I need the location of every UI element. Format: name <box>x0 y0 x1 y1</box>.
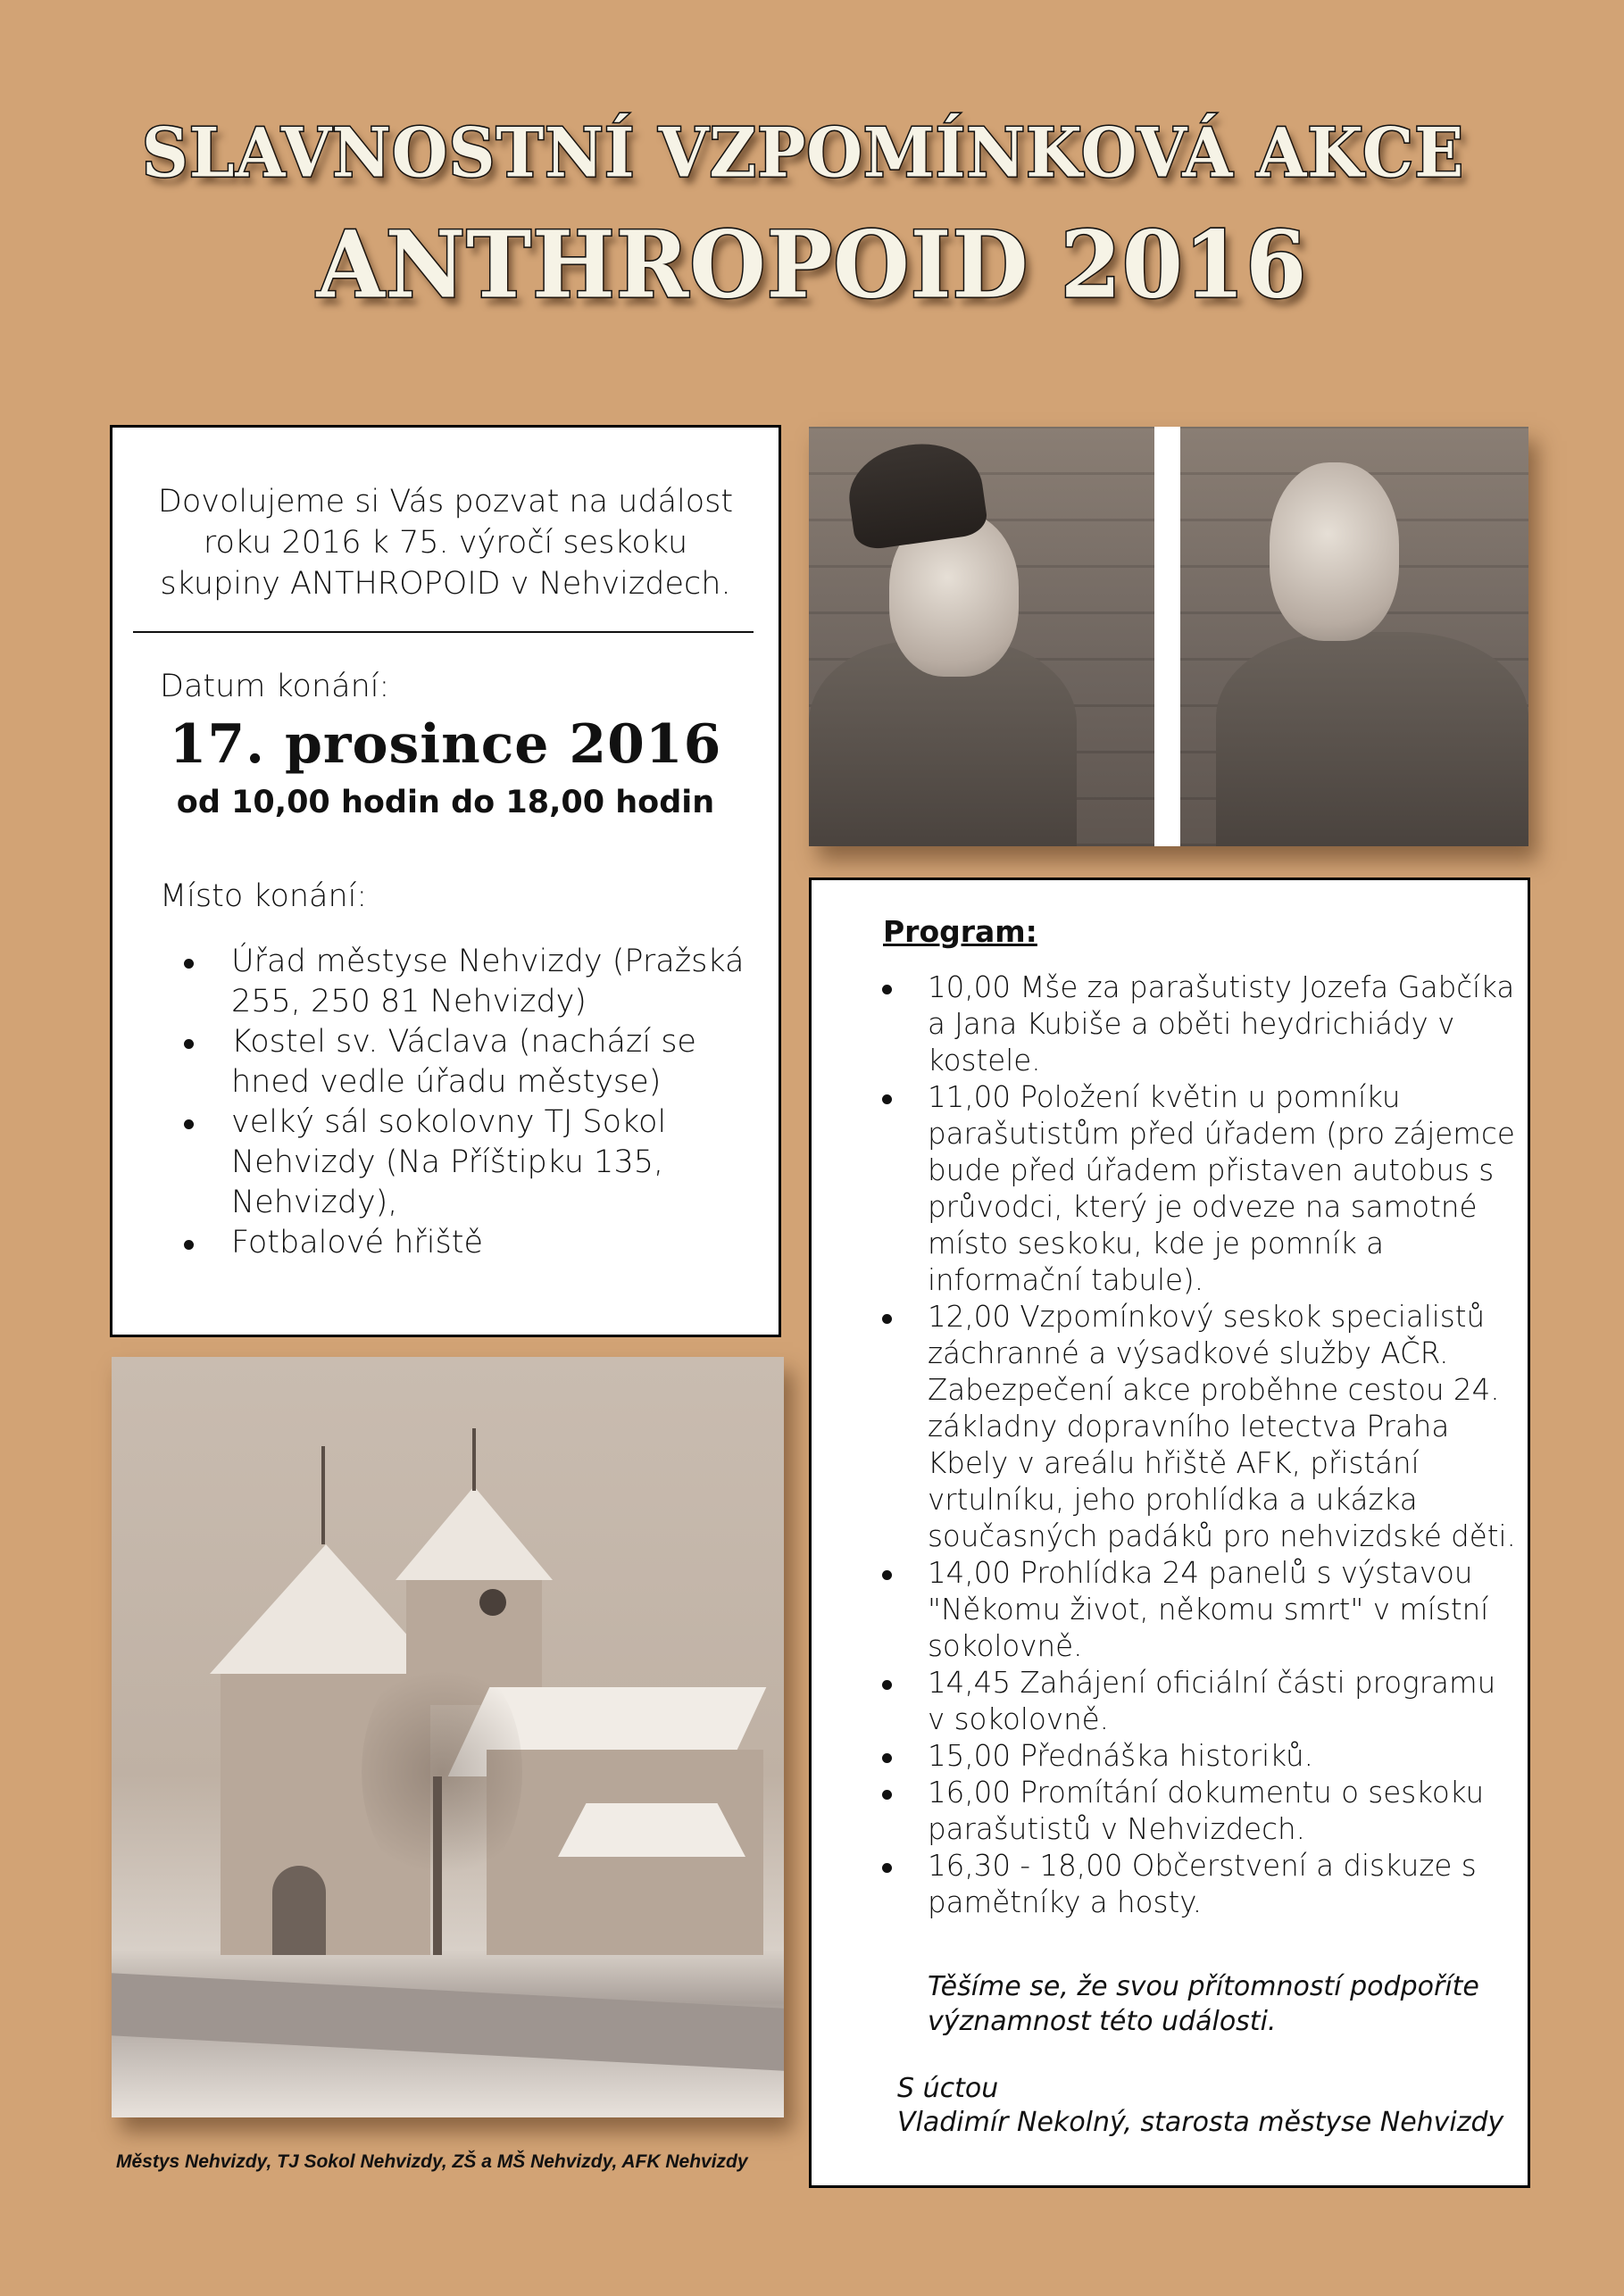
portrait-photos <box>809 427 1528 846</box>
portrait-left-soldier <box>809 427 1154 846</box>
program-item: 14,00 Prohlídka 24 panelů s výstavou "Někomu život, někomu smrt" v místní sokolovně. <box>812 1555 1519 1665</box>
signature <box>897 2072 1503 2140</box>
signature-greeting: S úctou <box>897 2073 999 2104</box>
event-date: 17. prosince 2016 <box>169 713 722 776</box>
program-item: 15,00 Přednáška historiků. <box>812 1738 1519 1775</box>
program-item: 16,30 - 18,00 Občerstvení a diskuze s pamětníky a hosty. <box>812 1848 1519 1921</box>
program-item: 11,00 Položení květin u pomníku parašutistům před úřadem (pro zájemce bude před úřadem přistaven autobus s průvodci, který je odveze na samotné místo seskoku, kde je pomník a informační tabule). <box>812 1079 1519 1299</box>
program-item: 14,45 Zahájení oficiální části programu v sokolovně. <box>812 1665 1519 1738</box>
program-box <box>809 878 1530 2188</box>
places-list <box>112 942 761 1263</box>
program-item: 10,00 Mše za parašutisty Jozefa Gabčíka a Jana Kubiše a oběti heydrichiády v kostele. <box>812 969 1519 1079</box>
place-item: Fotbalové hřiště <box>112 1223 761 1263</box>
divider-line <box>133 631 754 633</box>
program-item: 12,00 Vzpomínkový seskok specialistů záchranné a výsadkové služby AČR. Zabezpečení akce proběhne cestou 24. základny dopravního letectva Praha Kbely v areálu hřiště AFK, přistání vrtulníku, jeho prohlídka a ukázka současných padáků pro nehvizdské děti. <box>812 1299 1519 1555</box>
church-photo <box>112 1357 784 2117</box>
invitation-intro: Dovolujeme si Vás pozvat na událost roku 2016 k 75. výročí seskoku skupiny ANTHROPOID v Nehvizdech. <box>157 484 734 602</box>
title-line-2: ANTHROPOID 2016 <box>316 212 1308 320</box>
place-item: velký sál sokolovny TJ Sokol Nehvizdy (Na Příštipku 135, Nehvizdy), <box>112 1102 761 1223</box>
date-label: Datum konání: <box>160 669 390 704</box>
portrait-right-soldier <box>1180 427 1528 846</box>
place-label: Místo konání: <box>160 878 368 914</box>
title-line-1: SLAVNOSTNÍ VZPOMÍNKOVÁ AKCE <box>141 112 1465 193</box>
program-heading: Program: <box>883 914 1037 949</box>
place-item: Úřad městyse Nehvizdy (Pražská 255, 250 81 Nehvizdy) <box>112 942 761 1022</box>
organizers-credits: Městys Nehvizdy, TJ Sokol Nehvizdy, ZŠ a MŠ Nehvizdy, AFK Nehvizdy <box>116 2151 748 2172</box>
program-item: 16,00 Promítání dokumentu o seskoku parašutistů v Nehvizdech. <box>812 1775 1519 1848</box>
place-item: Kostel sv. Václava (nachází se hned vedle úřadu městyse) <box>112 1022 761 1102</box>
invitation-box <box>110 425 781 1337</box>
program-list <box>812 969 1519 1921</box>
closing-note: Těšíme se, že svou přítomností podpoříte významnost této události. <box>928 1971 1479 2037</box>
signature-name: Vladimír Nekolný, starosta městyse Nehvizdy <box>897 2107 1504 2138</box>
event-time-range: od 10,00 hodin do 18,00 hodin <box>176 785 715 820</box>
